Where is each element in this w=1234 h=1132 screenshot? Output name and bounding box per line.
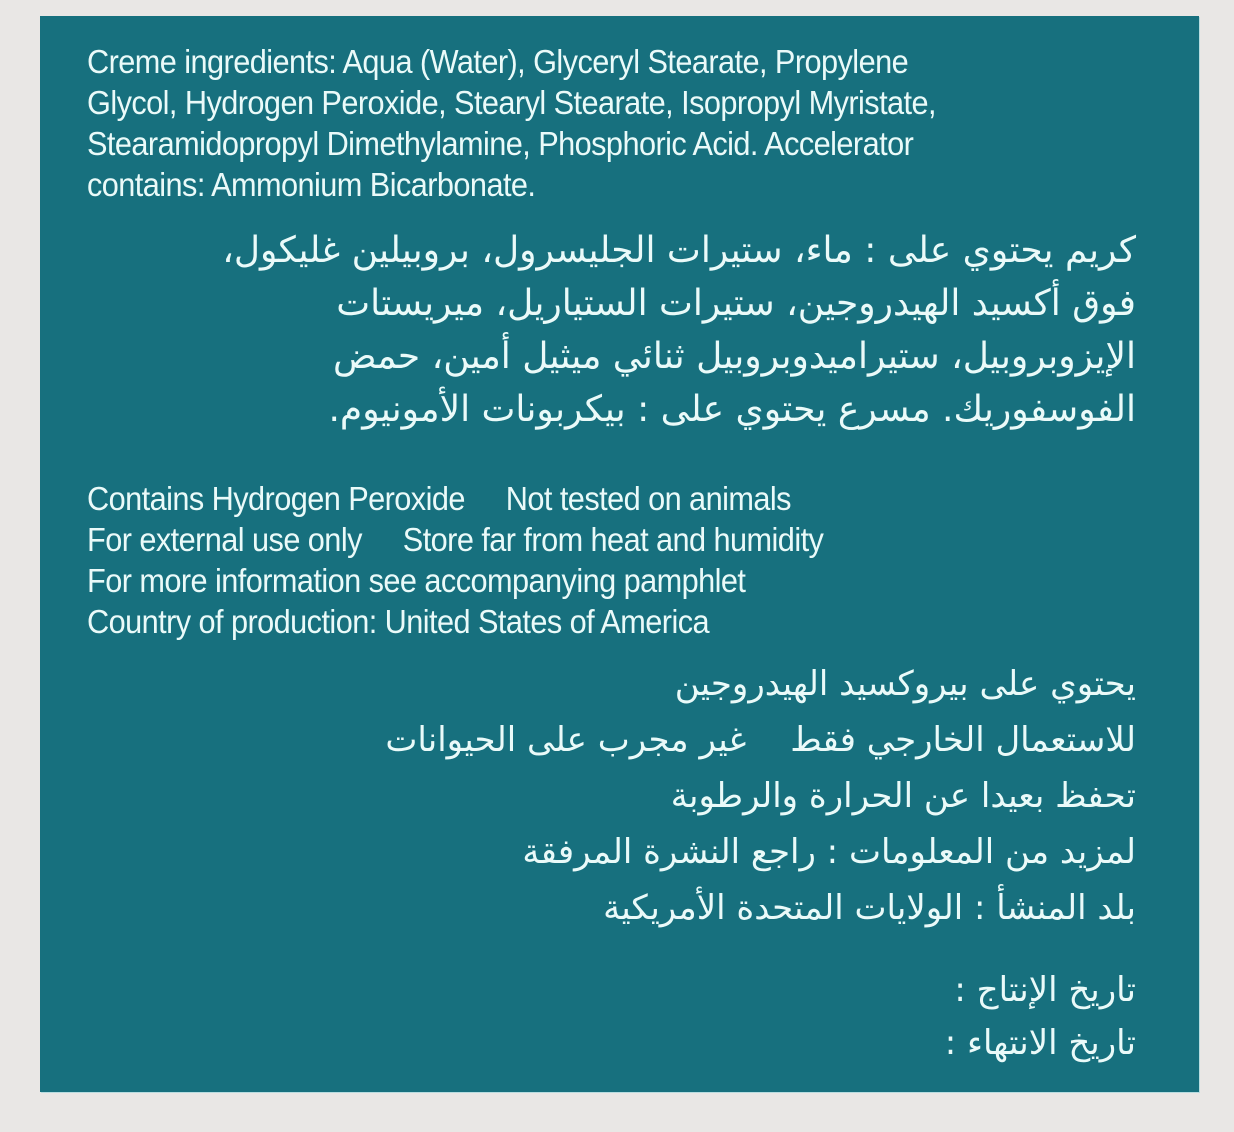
- warning-not-tested-animals: Not tested on animals: [505, 480, 791, 517]
- warning-more-info: For more information see accompanying pamphlet: [87, 562, 746, 599]
- warning-contains-peroxide: Contains Hydrogen Peroxide: [87, 480, 465, 517]
- ingredients-en-line: Stearamidopropyl Dimethylamine, Phosphoric Acid. Accelerator: [87, 125, 914, 162]
- ingredients-en-line: Glycol, Hydrogen Peroxide, Stearyl Stearate, Isopropyl Myristate,: [87, 84, 937, 121]
- country-of-production: Country of production: United States of America: [87, 603, 710, 640]
- warning-ar-not-tested: غير مجرب على الحيوانات: [385, 720, 747, 760]
- ingredients-ar-line: كريم يحتوي على : ماء، ستيرات الجليسرول، بروبيلين غليكول،: [222, 230, 1136, 271]
- warning-ar-line: لمزيد من المعلومات : راجع النشرة المرفقة: [522, 832, 1136, 872]
- dates-arabic: [945, 964, 1136, 1070]
- ingredients-en-line: contains: Ammonium Bicarbonate.: [87, 166, 536, 203]
- warning-ar-external-use: للاستعمال الخارجي فقط: [790, 720, 1136, 760]
- ingredients-ar-line: الإيزوبروبيل، ستيراميدوبروبيل ثنائي ميثيل أمين، حمض: [332, 336, 1136, 377]
- warning-en-line: [87, 478, 823, 519]
- warning-ar-line: تحفظ بعيدا عن الحرارة والرطوبة: [670, 776, 1136, 816]
- ingredients-ar-line: الفوسفوريك. مسرع يحتوي على : بيكربونات الأمونيوم.: [328, 389, 1136, 430]
- ingredients-arabic: [222, 224, 1136, 436]
- warning-ar-line: بلد المنشأ : الولايات المتحدة الأمريكية: [603, 888, 1136, 928]
- warning-ar-line: [385, 712, 1136, 768]
- warnings-arabic: [385, 656, 1136, 936]
- ingredients-ar-line: فوق أكسيد الهيدروجين، ستيرات الستياريل، ميريستات: [336, 283, 1136, 324]
- production-date-label: تاريخ الإنتاج :: [954, 970, 1136, 1010]
- warning-storage: Store far from heat and humidity: [402, 521, 824, 558]
- warning-en-line: [87, 519, 823, 560]
- warning-external-use: For external use only: [87, 521, 362, 558]
- warning-ar-line: يحتوي على بيروكسيد الهيدروجين: [674, 664, 1136, 704]
- ingredients-english: [87, 41, 936, 205]
- product-label-panel: [40, 16, 1199, 1092]
- warnings-english: [87, 478, 823, 642]
- expiry-date-label: تاريخ الانتهاء :: [944, 1023, 1136, 1063]
- ingredients-en-line: Creme ingredients: Aqua (Water), Glyceryl Stearate, Propylene: [87, 43, 909, 80]
